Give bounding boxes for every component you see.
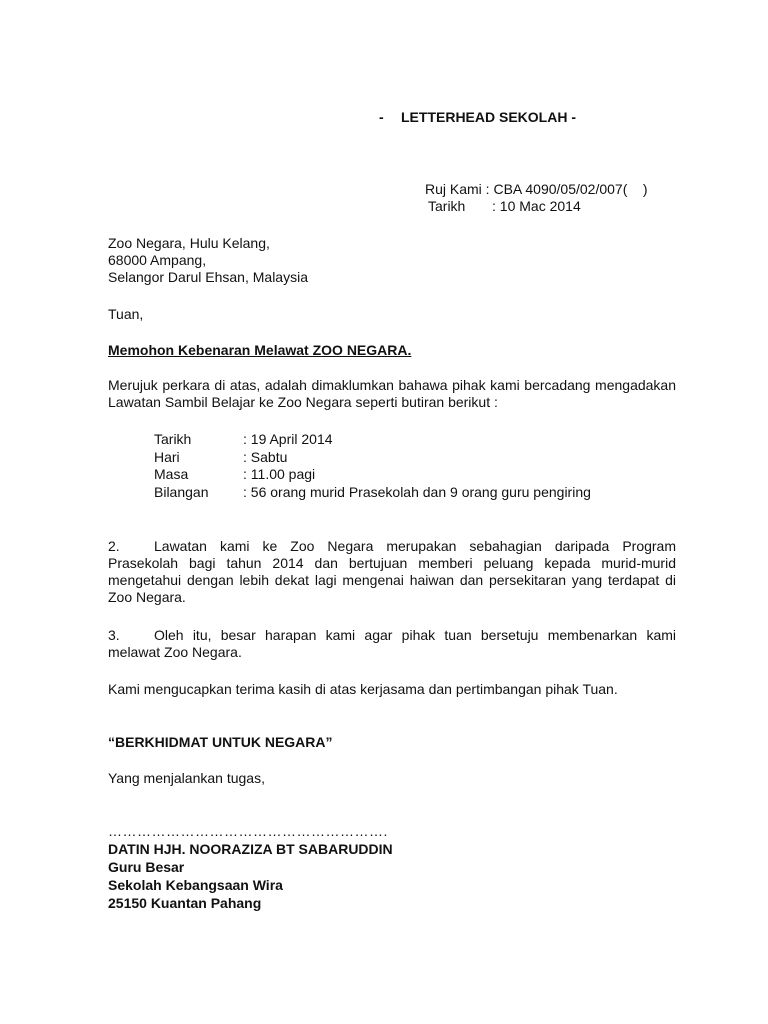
detail-row [154, 431, 591, 449]
signatory-block [108, 840, 393, 912]
address-line: Selangor Darul Ehsan, Malaysia [108, 269, 308, 285]
paragraph-text: Lawatan kami ke Zoo Negara merupakan sebahagian daripada Program Prasekolah bagi tahun 2014 dan bertujuan memberi peluang kepada murid-murid mengetahui dengan lebih dekat lagi mengenai haiwan dan persekitaran yang terdapat di Zoo Negara. [108, 538, 676, 605]
signatory-address: 25150 Kuantan Pahang [108, 895, 262, 911]
detail-row [154, 484, 591, 502]
detail-value: : 56 orang murid Prasekolah dan 9 orang guru pengiring [243, 483, 591, 500]
signature-line: …………………………………………………. [108, 823, 388, 839]
detail-value: : 19 April 2014 [243, 431, 333, 447]
detail-value: : 11.00 pagi [243, 466, 316, 482]
paragraph-number: 2. [108, 538, 120, 554]
subject-line: Memohon Kebenaran Melawat ZOO NEGARA. [108, 342, 412, 358]
detail-label: Tarikh [154, 431, 192, 447]
address-line: 68000 Ampang, [108, 252, 207, 268]
date-label: Tarikh [428, 198, 466, 214]
reference-row [425, 181, 648, 198]
salutation: Tuan, [108, 306, 144, 322]
date-value: : 10 Mac 2014 [492, 198, 581, 214]
signatory-school: Sekolah Kebangsaan Wira [108, 877, 283, 893]
motto: “BERKHIDMAT UNTUK NEGARA” [108, 734, 333, 750]
detail-label: Bilangan [154, 483, 209, 500]
paragraph-number: 3. [108, 627, 120, 643]
paragraph-intro: Merujuk perkara di atas, adalah dimaklumkan bahawa pihak kami bercadang mengadakan Lawatan Sambil Belajar ke Zoo Negara seperti butiran berikut : [108, 377, 676, 410]
ruj-value: CBA 4090/05/02/007( ) [493, 181, 648, 197]
signatory-name: DATIN HJH. NOORAZIZA BT SABARUDDIN [108, 841, 393, 857]
closing-line: Yang menjalankan tugas, [108, 770, 265, 786]
paragraph-2 [108, 538, 676, 606]
paragraph-3 [108, 627, 676, 661]
recipient-address [108, 235, 308, 286]
detail-value: : Sabtu [243, 448, 288, 465]
letterhead [379, 109, 576, 126]
ruj-label: Ruj Kami : [425, 181, 490, 197]
detail-row [154, 449, 591, 467]
detail-row [154, 466, 591, 484]
paragraph-text: Oleh itu, besar harapan kami agar pihak tuan bersetuju membenarkan kami melawat Zoo Negara. [108, 627, 676, 660]
address-line: Zoo Negara, Hulu Kelang, [108, 235, 270, 251]
detail-label: Hari [154, 448, 180, 465]
reference-block [425, 181, 648, 215]
letterhead-text: LETTERHEAD SEKOLAH - [401, 109, 576, 125]
paragraph-thanks: Kami mengucapkan terima kasih di atas kerjasama dan pertimbangan pihak Tuan. [108, 681, 618, 697]
detail-label: Masa [154, 466, 189, 482]
signatory-title: Guru Besar [108, 859, 185, 875]
letterhead-dash: - [379, 109, 384, 125]
visit-details [154, 431, 591, 501]
date-row [425, 198, 648, 215]
